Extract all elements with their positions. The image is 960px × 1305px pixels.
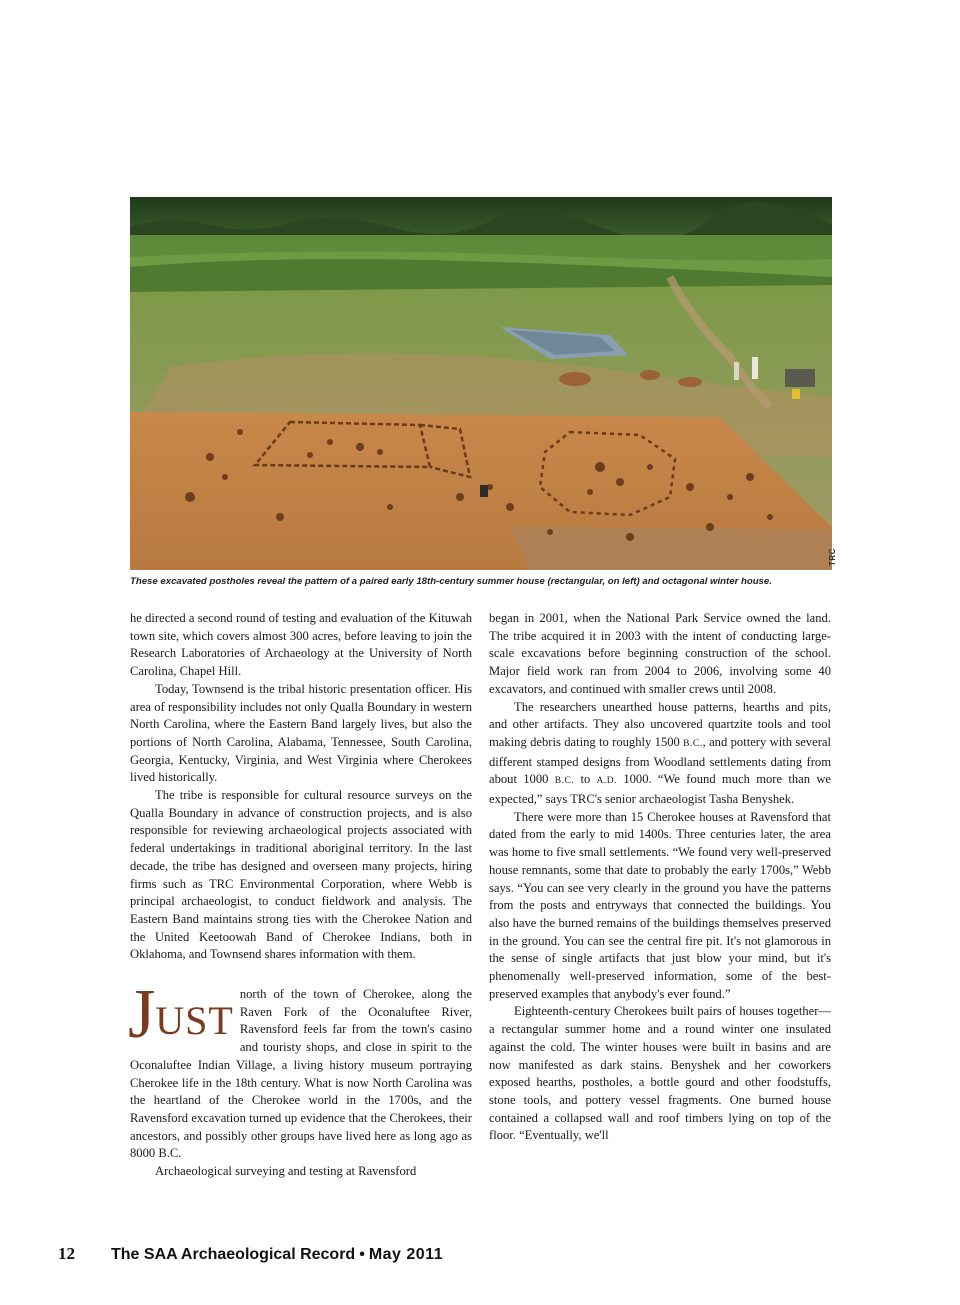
bullet-separator: • <box>359 1246 365 1263</box>
right-column <box>489 610 831 1145</box>
era-abbr: B.C. <box>554 776 575 787</box>
paragraph: began in 2001, when the National Park Service owned the land. The tribe acquired it in 2003 with the intent of conducting large-scale excavations before beginning construction of the school. Major field work ran from 2004 to 2006, involving some 40 excavators, and continued with smaller crews until 2008. <box>489 611 831 696</box>
paragraph: Eighteenth-century Cherokees built pairs of houses together—a rectangular summer home and a round winter one insulated against the cold. The winter houses were built in basins and are now manifested as dark stains. Benyshek and her coworkers exposed hearths, postholes, a bottle gourd and other foodstuffs, stone tools, and pottery vessel fragments. One burned house contained a collapsed wall and roof timbers lying on top of the floor. “Eventually, we'll <box>489 1004 831 1143</box>
era-abbr: A.D. <box>596 776 618 787</box>
left-column <box>130 610 472 1181</box>
photo-credit: TRC <box>828 548 837 566</box>
publication-title: The SAA Archaeological Record <box>111 1246 356 1263</box>
paragraph: The tribe is responsible for cultural resource surveys on the Qualla Boundary in advance of construction projects, and is also responsible for reviewing archaeological projects associated with federal undertakings in traditional aboriginal territory. In the last decade, the tribe has designed and overseen many projects, hiring firms such as TRC Environmental Corporation, where Webb is principal archaeologist, to conduct fieldwork and analysis. The Eastern Band maintains strong ties with the Cherokee Nation and the United Keetoowah Band of Cherokee Indians, both in Oklahoma, and Townsend shares information with them. <box>130 788 472 962</box>
page-footer <box>58 1244 443 1264</box>
paragraph: There were more than 15 Cherokee houses at Ravensford that dated from the early to mid 1400s. Three centuries later, the area was home to five small settlements. “We found very well-preserved house remnants, some that date to probably the early 1700s,” Webb says. “You can see very clearly in the ground you have the patterns from the posts and entryways that connected the buildings. You also have the burned remains of the buildings themselves preserved in the ground. You can see the central fire pit. It's not glamorous in the sense of single artifacts that just blow your mind, but it's phenomenally well-preserved information, some of the best-preserved examples that anybody's ever found.” <box>489 809 831 1001</box>
photo-caption: These excavated postholes reveal the pattern of a paired early 18th-century summer house (rectangular, on left) and octagonal winter house. <box>130 576 772 587</box>
paragraph: Archaeological surveying and testing at Ravensford <box>155 1164 417 1179</box>
drop-cap-smallcaps: UST <box>155 998 234 1044</box>
issue-date: May 2011 <box>368 1246 444 1263</box>
drop-cap: J <box>128 976 156 1054</box>
text-run: to <box>574 772 597 787</box>
text-run: The researchers unearthed house patterns, hearths and pits, and other artifacts. They also uncovered quartzite tools and tool making debris dating to roughly 1500 <box>489 699 831 749</box>
paragraph: Today, Townsend is the tribal historic presentation officer. His area of responsibility includes not only Qualla Boundary in western North Carolina, where the Eastern Band largely lives, but also the portions of North Carolina, Alabama, Tennessee, South Carolina, Georgia, Kentucky, Virginia, and West Virginia where Cherokees lived historically. <box>130 681 472 785</box>
page-number: 12 <box>58 1244 75 1263</box>
paragraph <box>489 699 831 809</box>
era-abbr: B.C. <box>683 738 703 749</box>
dropcap-paragraph <box>128 976 472 1163</box>
excavation-photo <box>130 197 832 570</box>
text-run: 1000. “We found much more than we expected,” says TRC's senior archaeologist Tasha Benyshek. <box>489 772 832 807</box>
paragraph-text: north of the town of Cherokee, along the Raven Fork of the Oconaluftee River, Ravensford feels far from the town's casino and touristy shops, and close in spirit to the Oconaluftee Indian Village, a living history museum portraying Cherokee life in the 18th century. What is now North Carolina was the heartland of the Cherokee world in the 1700s, and the Ravensford excavation turned up evidence that the Cherokees, their ancestors, and possibly other groups have lived here as long ago as 8000 B.C. <box>130 987 472 1161</box>
paragraph: he directed a second round of testing and evaluation of the Kituwah town site, which covers almost 300 acres, before leaving to join the Research Laboratories of Archaeology at the University of North Carolina, Chapel Hill. <box>130 611 472 679</box>
text-run: , and pottery with several different stamped designs from Woodland settlements dating from about 1000 <box>489 734 831 787</box>
